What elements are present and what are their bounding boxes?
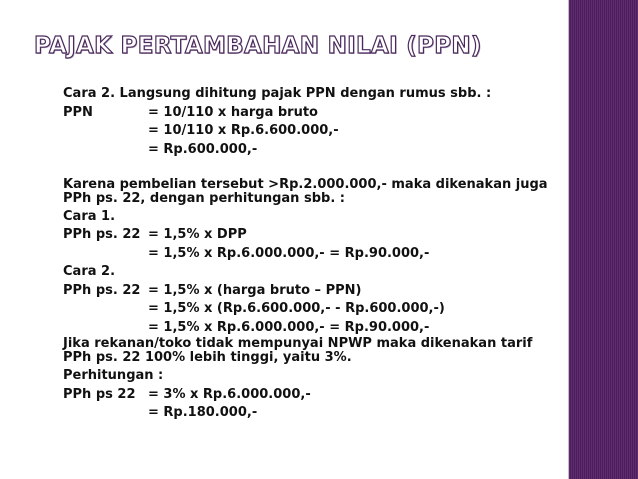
formula-line	[63, 300, 563, 319]
line-label: Cara 1.	[63, 208, 116, 224]
line-label: PPN	[63, 104, 93, 120]
line-label: Cara 2. Langsung dihitung pajak PPN dengan rumus sbb. :	[63, 86, 492, 101]
line-label: Cara 2.	[63, 264, 116, 279]
formula-line	[63, 386, 563, 405]
line-value: = 3% x Rp.6.000.000,-	[148, 386, 311, 402]
text-line	[63, 85, 563, 104]
line-label: PPh ps. 22	[63, 227, 141, 242]
decorative-sidebar	[569, 0, 638, 479]
line-label: PPh ps 22	[63, 386, 136, 402]
line-value: = 1,5% x (harga bruto – PPN)	[148, 282, 362, 298]
line-value: = Rp.600.000,-	[148, 141, 258, 157]
line-value: = 1,5% x Rp.6.000.000,- = Rp.90.000,-	[148, 245, 430, 261]
formula-line	[63, 404, 563, 423]
paragraph: Jika rekanan/toko tidak mempunyai NPWP maka dikenakan tarif PPh ps. 22 100% lebih tinggi, yaitu 3%.	[63, 336, 533, 365]
text-line	[63, 263, 563, 282]
slide-body	[63, 85, 563, 423]
text-line	[63, 367, 563, 386]
formula-line	[63, 122, 563, 141]
formula-line	[63, 319, 563, 338]
line-value: = 1,5% x Rp.6.000.000,- = Rp.90.000,-	[148, 319, 430, 335]
paragraph: Karena pembelian tersebut >Rp.2.000.000,- maka dikenakan juga PPh ps. 22, dengan perhitungan sbb. :	[63, 176, 548, 206]
formula-line	[63, 104, 563, 123]
line-value: = 1,5% x (Rp.6.600.000,- - Rp.600.000,-)	[148, 301, 445, 316]
formula-line	[63, 226, 563, 245]
formula-line	[63, 282, 563, 301]
line-label: Perhitungan :	[63, 368, 164, 383]
line-value: = Rp.180.000,-	[148, 405, 258, 420]
line-value: = 1,5% x DPP	[148, 227, 247, 242]
formula-line	[63, 245, 563, 264]
formula-line	[63, 141, 563, 160]
line-value: = 10/110 x Rp.6.600.000,-	[148, 123, 339, 138]
text-line	[63, 208, 563, 227]
slide-title: PAJAK PERTAMBAHAN NILAI (PPN)	[34, 33, 482, 59]
line-label: PPh ps. 22	[63, 282, 141, 298]
line-value: = 10/110 x harga bruto	[148, 104, 318, 120]
